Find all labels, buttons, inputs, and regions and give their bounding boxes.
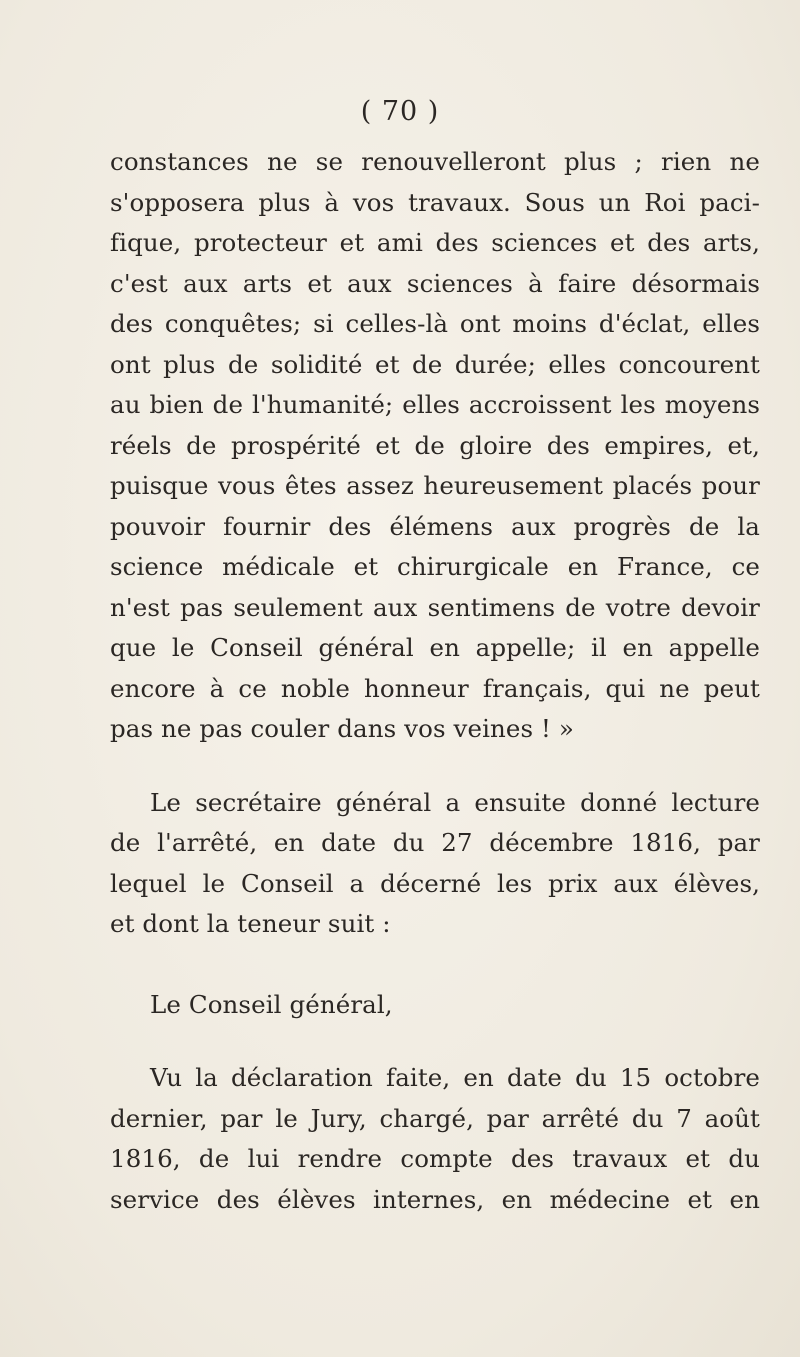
text-line: science médicale et chirurgicale en France, ce bbox=[110, 552, 760, 581]
text-line: réels de prospérité et de gloire des empires, et, bbox=[110, 430, 760, 460]
section-heading bbox=[110, 985, 760, 1026]
text-line: n'est pas seulement aux sentimens de votre devoir bbox=[110, 592, 760, 622]
text-line: dernier, par le Jury, chargé, par arrêté du 7 août bbox=[110, 1103, 760, 1133]
page-number: ( 70 ) bbox=[360, 96, 440, 127]
text-line: et dont la teneur suit : bbox=[110, 909, 391, 938]
text-line: encore à ce noble honneur français, qui ne peut bbox=[110, 673, 760, 703]
text-line: lequel le Conseil a décerné les prix aux élèves, bbox=[110, 868, 760, 898]
text-line: s'opposera plus à vos travaux. Sous un Roi paci- bbox=[110, 187, 760, 217]
text-line: fique, protecteur et ami des sciences et des arts, bbox=[110, 228, 760, 257]
text-line: des conquêtes; si celles-là ont moins d'éclat, elles bbox=[110, 309, 760, 338]
text-line: pouvoir fournir des élémens aux progrès de la bbox=[110, 511, 760, 541]
paragraph-3 bbox=[110, 1058, 760, 1220]
text-line: Vu la déclaration faite, en date du 15 octobre bbox=[150, 1063, 760, 1092]
text-line: service des élèves internes, en médecine et en bbox=[110, 1184, 760, 1214]
text-line: que le Conseil général en appelle; il en appelle bbox=[110, 633, 760, 662]
text-line: Le secrétaire général a ensuite donné lecture bbox=[150, 787, 760, 817]
text-line: c'est aux arts et aux sciences à faire désormais bbox=[110, 268, 760, 298]
text-line: puisque vous êtes assez heureusement placés pour bbox=[110, 471, 760, 500]
paragraph-2 bbox=[110, 783, 760, 945]
text-line: 1816, de lui rendre compte des travaux et du bbox=[110, 1144, 760, 1173]
text-line: au bien de l'humanité; elles accroissent les moyens bbox=[110, 390, 760, 419]
body-text bbox=[110, 142, 760, 1220]
paragraph-1 bbox=[110, 142, 760, 750]
text-line: de l'arrêté, en date du 27 décembre 1816, par bbox=[110, 828, 760, 857]
text-line: pas ne pas couler dans vos veines ! » bbox=[110, 714, 574, 743]
text-line: constances ne se renouvelleront plus ; rien ne bbox=[110, 147, 760, 176]
text-line: ont plus de solidité et de durée; elles concourent bbox=[110, 349, 760, 379]
heading-line: Le Conseil général, bbox=[150, 989, 393, 1019]
